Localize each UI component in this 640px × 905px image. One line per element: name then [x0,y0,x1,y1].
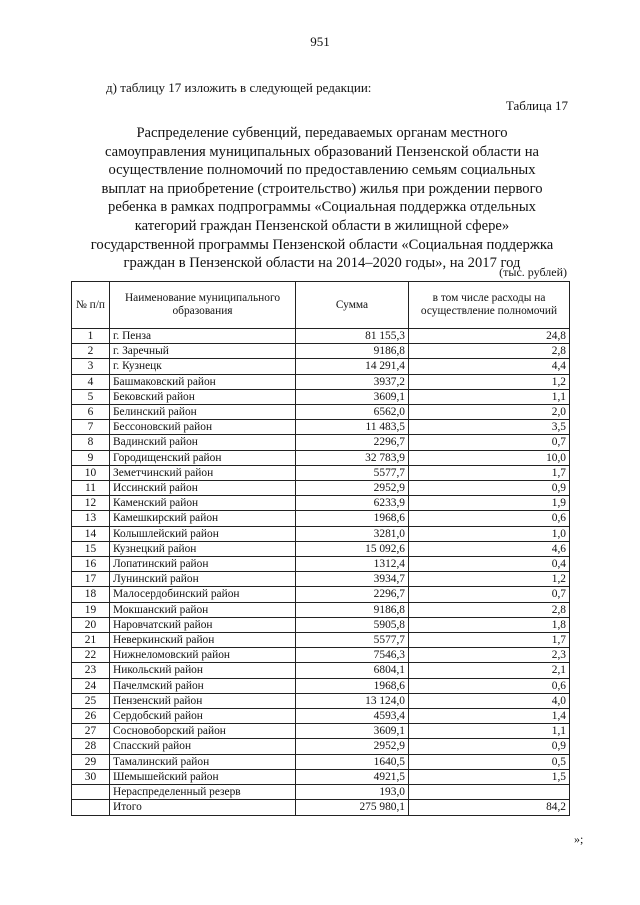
table-header-row [72,282,570,329]
table-row [72,587,570,602]
cell-sum: 81 155,3 [296,329,409,344]
table-row [72,496,570,511]
header-sum: Сумма [296,282,409,329]
cell-expenses: 1,7 [409,465,570,480]
cell-expenses: 2,8 [409,602,570,617]
units-label: (тыс. рублей) [499,265,567,279]
cell-num: 21 [72,633,110,648]
cell-sum: 11 483,5 [296,420,409,435]
table-row [72,481,570,496]
cell-expenses: 4,4 [409,359,570,374]
cell-sum: 2952,9 [296,739,409,754]
table-row [72,724,570,739]
cell-sum: 9186,8 [296,602,409,617]
cell-name: Неверкинский район [110,633,296,648]
cell-num: 27 [72,724,110,739]
cell-num: 19 [72,602,110,617]
header-expenses: в том числе расходы на осуществление полномочий [409,282,570,329]
cell-expenses: 2,3 [409,648,570,663]
cell-num [72,800,110,815]
cell-num: 26 [72,709,110,724]
cell-name: Нераспределенный резерв [110,785,296,800]
cell-name: Иссинский район [110,481,296,496]
table-row [72,374,570,389]
table-row [72,693,570,708]
cell-num: 25 [72,693,110,708]
cell-sum: 4921,5 [296,769,409,784]
cell-name: Пачелмский район [110,678,296,693]
cell-name: Камешкирский район [110,511,296,526]
cell-name: Кузнецкий район [110,541,296,556]
cell-expenses: 1,2 [409,572,570,587]
table-row [72,648,570,663]
cell-sum: 6233,9 [296,496,409,511]
cell-name: Никольский район [110,663,296,678]
cell-expenses: 0,5 [409,754,570,769]
cell-expenses: 1,0 [409,526,570,541]
cell-num: 14 [72,526,110,541]
title-line: ребенка в рамках подпрограммы «Социальная поддержка отдельных [108,199,536,216]
cell-num: 11 [72,481,110,496]
cell-name: Лопатинский район [110,557,296,572]
cell-expenses: 84,2 [409,800,570,815]
cell-name: Сосновоборский район [110,724,296,739]
cell-num: 8 [72,435,110,450]
closing-mark: »; [574,832,584,846]
cell-expenses: 1,1 [409,724,570,739]
cell-num: 18 [72,587,110,602]
table-row [72,420,570,435]
cell-name: Колышлейский район [110,526,296,541]
table-row [72,663,570,678]
table-row [72,329,570,344]
cell-sum: 3609,1 [296,389,409,404]
table-row [72,465,570,480]
instruction-text: д) таблицу 17 изложить в следующей редакции: [106,80,372,95]
cell-name: Земетчинский район [110,465,296,480]
cell-name: Пензенский район [110,693,296,708]
cell-num: 12 [72,496,110,511]
cell-expenses: 0,7 [409,435,570,450]
cell-expenses: 4,0 [409,693,570,708]
table-row [72,739,570,754]
cell-sum: 3937,2 [296,374,409,389]
document-title [76,124,568,273]
cell-name: Нижнеломовский район [110,648,296,663]
table-row [72,450,570,465]
cell-name: г. Пенза [110,329,296,344]
cell-sum: 2296,7 [296,435,409,450]
cell-num: 15 [72,541,110,556]
table-row [72,754,570,769]
cell-sum: 1640,5 [296,754,409,769]
cell-num: 5 [72,389,110,404]
cell-num: 2 [72,344,110,359]
cell-num: 30 [72,769,110,784]
title-line: Распределение субвенций, передаваемых органам местного [136,125,508,141]
table-row [72,769,570,784]
table-row [72,359,570,374]
cell-expenses: 24,8 [409,329,570,344]
subvention-table [71,281,570,816]
cell-sum: 3934,7 [296,572,409,587]
cell-expenses [409,785,570,800]
cell-num: 6 [72,405,110,420]
cell-sum: 2296,7 [296,587,409,602]
table-row [72,511,570,526]
cell-num: 10 [72,465,110,480]
cell-expenses: 0,6 [409,678,570,693]
table-row [72,785,570,800]
cell-expenses: 2,8 [409,344,570,359]
cell-sum: 1312,4 [296,557,409,572]
title-line: самоуправления муниципальных образований Пензенской области на [104,143,540,160]
cell-name: Итого [110,800,296,815]
cell-num [72,785,110,800]
cell-expenses: 0,9 [409,481,570,496]
cell-sum: 5577,7 [296,633,409,648]
cell-name: Белинский район [110,405,296,420]
title-line: государственной программы Пензенской области «Социальная поддержка [90,236,554,253]
cell-num: 13 [72,511,110,526]
table-row [72,602,570,617]
cell-expenses: 0,6 [409,511,570,526]
table-row [72,617,570,632]
cell-sum: 14 291,4 [296,359,409,374]
cell-expenses: 1,2 [409,374,570,389]
cell-num: 22 [72,648,110,663]
cell-name: Городищенский район [110,450,296,465]
cell-sum: 193,0 [296,785,409,800]
cell-expenses: 3,5 [409,420,570,435]
cell-sum: 3609,1 [296,724,409,739]
title-line: граждан в Пензенской области на 2014–2020 годы», на 2017 год [123,255,521,272]
table-row [72,633,570,648]
cell-expenses: 0,7 [409,587,570,602]
cell-num: 20 [72,617,110,632]
table-row [72,526,570,541]
table-row [72,405,570,420]
table-row [72,344,570,359]
table-row [72,541,570,556]
cell-name: Наровчатский район [110,617,296,632]
cell-name: Каменский район [110,496,296,511]
cell-expenses: 0,4 [409,557,570,572]
cell-name: Малосердобинский район [110,587,296,602]
cell-sum: 1968,6 [296,511,409,526]
cell-num: 23 [72,663,110,678]
cell-sum: 6562,0 [296,405,409,420]
cell-expenses: 10,0 [409,450,570,465]
cell-expenses: 1,4 [409,709,570,724]
cell-name: Тамалинский район [110,754,296,769]
cell-num: 7 [72,420,110,435]
table-label: Таблица 17 [505,98,568,113]
table-row [72,557,570,572]
cell-num: 29 [72,754,110,769]
cell-sum: 9186,8 [296,344,409,359]
cell-name: Шемышейский район [110,769,296,784]
cell-name: Сердобский район [110,709,296,724]
page-number: 951 [310,34,330,49]
cell-sum: 5905,8 [296,617,409,632]
table-row [72,572,570,587]
cell-num: 9 [72,450,110,465]
cell-name: Вадинский район [110,435,296,450]
cell-sum: 13 124,0 [296,693,409,708]
cell-sum: 275 980,1 [296,800,409,815]
header-num: № п/п [72,282,110,329]
cell-expenses: 1,8 [409,617,570,632]
cell-sum: 15 092,6 [296,541,409,556]
table-row [72,709,570,724]
cell-name: Башмаковский район [110,374,296,389]
cell-num: 4 [72,374,110,389]
table-body [72,329,570,816]
cell-sum: 3281,0 [296,526,409,541]
title-line: выплат на приобретение (строительство) жилья при рождении первого [101,180,543,197]
cell-num: 17 [72,572,110,587]
table-row [72,389,570,404]
cell-name: Мокшанский район [110,602,296,617]
cell-expenses: 4,6 [409,541,570,556]
cell-expenses: 1,7 [409,633,570,648]
cell-name: Спасский район [110,739,296,754]
cell-expenses: 0,9 [409,739,570,754]
cell-sum: 1968,6 [296,678,409,693]
cell-num: 24 [72,678,110,693]
cell-num: 28 [72,739,110,754]
cell-expenses: 1,1 [409,389,570,404]
cell-expenses: 2,0 [409,405,570,420]
cell-sum: 7546,3 [296,648,409,663]
cell-name: г. Заречный [110,344,296,359]
cell-sum: 32 783,9 [296,450,409,465]
cell-num: 3 [72,359,110,374]
table-row [72,678,570,693]
cell-sum: 6804,1 [296,663,409,678]
cell-sum: 5577,7 [296,465,409,480]
table-row [72,800,570,815]
title-line: категорий граждан Пензенской области в жилищной сфере» [134,217,510,234]
cell-name: Бессоновский район [110,420,296,435]
table-row [72,435,570,450]
title-line: осуществление полномочий по предоставлению семьям социальных [108,162,536,179]
cell-expenses: 2,1 [409,663,570,678]
cell-name: Бековский район [110,389,296,404]
cell-expenses: 1,9 [409,496,570,511]
cell-name: Лунинский район [110,572,296,587]
cell-name: г. Кузнецк [110,359,296,374]
cell-num: 16 [72,557,110,572]
header-name: Наименование муниципального образования [110,282,296,329]
cell-sum: 2952,9 [296,481,409,496]
cell-num: 1 [72,329,110,344]
cell-sum: 4593,4 [296,709,409,724]
cell-expenses: 1,5 [409,769,570,784]
